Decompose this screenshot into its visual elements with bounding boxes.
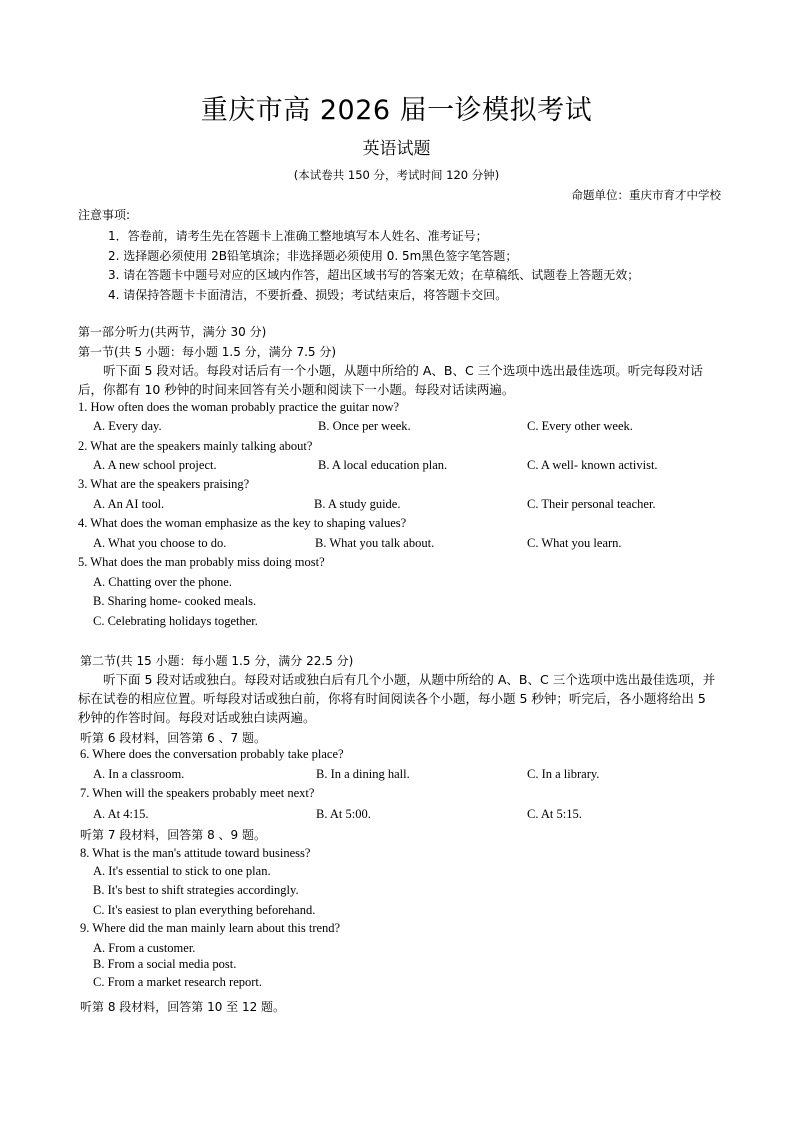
material-label: 听第 7 段材料，回答第 8 、9 题。 bbox=[80, 828, 266, 842]
section1-instructions: 听下面 5 段对话。每段对话后有一个小题，从题中所给的 A、B、C 三个选项中选出最佳选项。听完每段对话后，你都有 10 秒钟的时间来回答有关小题和阅读下一小题。每段对话读两遍。 bbox=[78, 363, 703, 397]
option-c: C. Celebrating holidays together. bbox=[93, 614, 258, 628]
notice-item: 3. 请在答题卡中题号对应的区域内作答，超出区域书写的答案无效；在草稿纸、试题卷上答题无效； bbox=[108, 268, 640, 282]
notice-heading: 注意事项: bbox=[78, 208, 131, 222]
notice-item: 2. 选择题必须使用 2B铅笔填涂；非选择题必须使用 0. 5m黑色签字笔答题； bbox=[108, 249, 518, 263]
section2-instructions: 听下面 5 段对话或独白。每段对话或独白后有几个小题，从题中所给的 A、B、C 三个选项中选出最佳选项，并标在试卷的相应位置。听每段对话或独白前，你将有时间阅读各个小题，每小题 5 秒钟；听完后，各小题将给出 5 秒钟的作答时间。每段对话或独白读两遍。 bbox=[78, 672, 716, 725]
question: 4. What does the woman emphasize as the key to shaping values? bbox=[78, 516, 407, 530]
part1-heading: 第一部分听力(共两节，满分 30 分) bbox=[78, 325, 267, 339]
question: 3. What are the speakers praising? bbox=[78, 477, 250, 491]
option-a: A. A new school project. bbox=[93, 458, 217, 472]
option-a: A. At 4:15. bbox=[93, 807, 149, 821]
question: 7. When will the speakers probably meet next? bbox=[80, 786, 315, 800]
material-label: 听第 8 段材料，回答第 10 至 12 题。 bbox=[80, 1000, 286, 1014]
option-b: B. What you talk about. bbox=[315, 536, 435, 550]
question: 5. What does the man probably miss doing most? bbox=[78, 555, 325, 569]
option-c: C. In a library. bbox=[527, 767, 600, 781]
option-b: B. Once per week. bbox=[318, 419, 411, 433]
notice-item: 4. 请保持答题卡卡面清洁，不要折叠、损毁；考试结束后，将答题卡交回。 bbox=[108, 288, 508, 302]
option-a: A. From a customer. bbox=[93, 941, 196, 955]
option-b: B. In a dining hall. bbox=[316, 767, 410, 781]
option-b: B. Sharing home- cooked meals. bbox=[93, 594, 257, 608]
question: 6. Where does the conversation probably take place? bbox=[80, 747, 344, 761]
question: 2. What are the speakers mainly talking about? bbox=[78, 439, 313, 453]
option-a: A. An AI tool. bbox=[93, 497, 165, 511]
option-a: A. Every day. bbox=[93, 419, 162, 433]
option-b: B. A local education plan. bbox=[318, 458, 448, 472]
section1-heading: 第一节(共 5 小题：每小题 1.5 分，满分 7.5 分) bbox=[78, 345, 337, 359]
exam-title: 重庆市高 2026 届一诊模拟考试 bbox=[200, 95, 593, 126]
option-a: A. It's essential to stick to one plan. bbox=[93, 864, 271, 878]
question: 1. How often does the woman probably practice the guitar now? bbox=[78, 400, 400, 414]
option-c: C. It's easiest to plan everything beforehand. bbox=[93, 903, 316, 917]
exam-unit: 命题单位：重庆市育才中学校 bbox=[571, 188, 721, 202]
option-b: B. At 5:00. bbox=[316, 807, 371, 821]
option-c: C. From a market research report. bbox=[93, 975, 263, 989]
exam-subtitle: 英语试题 bbox=[362, 139, 431, 159]
exam-meta: (本试卷共 150 分，考试时间 120 分钟) bbox=[293, 168, 500, 182]
option-b: B. From a social media post. bbox=[93, 957, 237, 971]
notice-item: 1．答卷前，请考生先在答题卡上准确工整地填写本人姓名、准考证号； bbox=[108, 229, 488, 243]
option-c: C. What you learn. bbox=[527, 536, 622, 550]
option-a: A. What you choose to do. bbox=[93, 536, 227, 550]
section2-heading: 第二节(共 15 小题：每小题 1.5 分，满分 22.5 分) bbox=[80, 654, 354, 668]
option-c: C. Every other week. bbox=[527, 419, 633, 433]
option-a: A. In a classroom. bbox=[93, 767, 185, 781]
option-b: B. It's best to shift strategies accordingly. bbox=[93, 883, 299, 897]
option-c: C. Their personal teacher. bbox=[527, 497, 656, 511]
option-a: A. Chatting over the phone. bbox=[93, 575, 232, 589]
option-b: B. A study guide. bbox=[314, 497, 401, 511]
material-label: 听第 6 段材料，回答第 6 、7 题。 bbox=[80, 731, 266, 745]
question: 9. Where did the man mainly learn about this trend? bbox=[80, 921, 341, 935]
option-c: C. At 5:15. bbox=[527, 807, 582, 821]
option-c: C. A well- known activist. bbox=[527, 458, 658, 472]
question: 8. What is the man's attitude toward business? bbox=[80, 846, 311, 860]
